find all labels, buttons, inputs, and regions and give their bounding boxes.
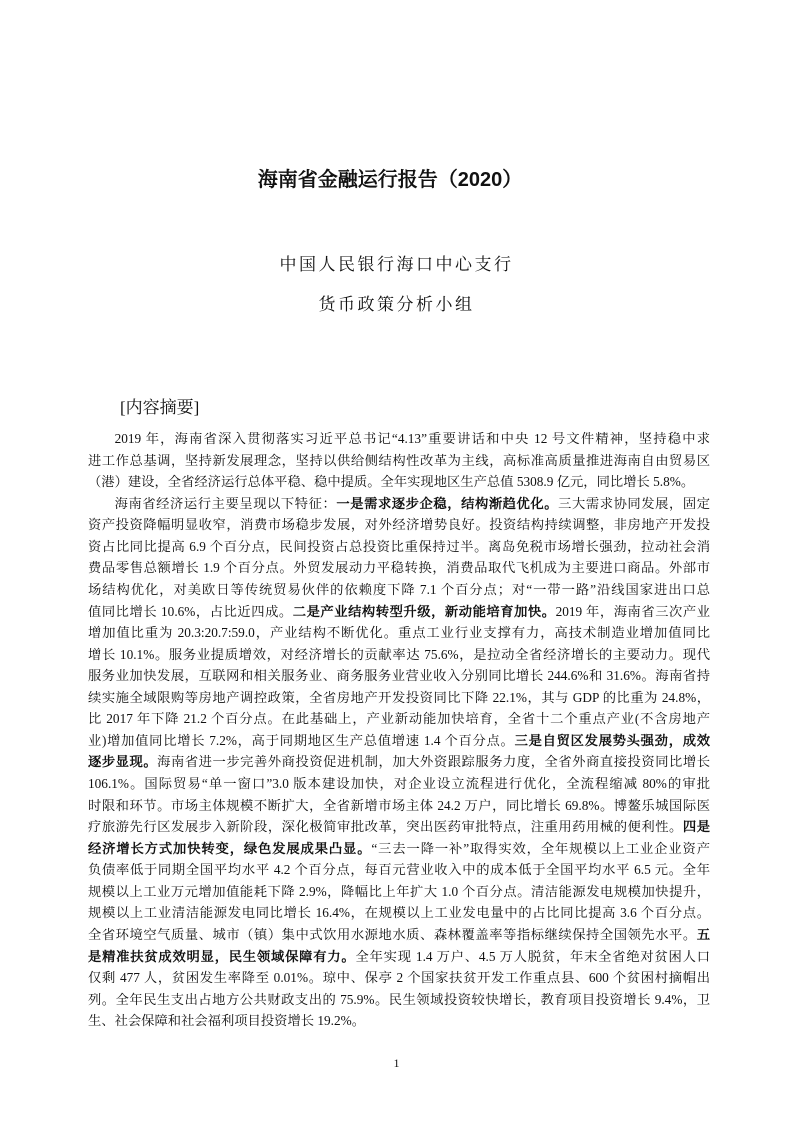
summary-paragraph-overview [88, 428, 710, 493]
body-text: 列。全年民生支出占地方公共财政支出的 75.9%。民生领域投资较快增长，教育项目投资增长 9.4%，卫 [88, 991, 710, 1007]
body-text: 场结构优化，对美欧日等传统贸易伙伴的依赖度下降 7.1 个百分点；对“一带一路”沿线国家进出口总 [88, 581, 710, 597]
body-text: 比 2017 年下降 21.2 个百分点。在此基础上，产业新动能加快培育，全省十二个重点产业(不含房地产 [88, 711, 710, 727]
summary-heading: [内容摘要] [120, 398, 200, 417]
text-line [88, 902, 710, 924]
key-point-text: 三是自贸区发展势头强劲，成效 [514, 732, 711, 748]
body-text: 资占比同比提高 6.9 个百分点，民间投资占总投资比重保持过半。离岛免税市场增长强劲，拉动社会消 [88, 538, 710, 554]
text-line [88, 687, 710, 709]
body-text: 106.1%。国际贸易“单一窗口”3.0 版本建设加快，对企业设立流程进行优化，全流程缩减 80%的审批 [88, 776, 710, 791]
body-text: 资产投资降幅明显收窄，消费市场稳步发展，对外经济增势良好。投资结构持续调整，非房地产开发投 [88, 517, 710, 533]
body-text: 全省环境空气质量、城市（镇）集中式饮用水源地水质、森林覆盖率等指标继续保持全国领先水平。 [88, 926, 697, 942]
body-text: 值同比增长 10.6%，占比近四成。 [88, 603, 293, 619]
body-text: 负债率低于同期全国平均水平 4.2 个百分点，每百元营业收入中的成本低于全国平均水平 6.5 元。全年 [88, 862, 710, 878]
text-line [88, 773, 710, 795]
text-line [88, 514, 710, 536]
issuer-name: 中国人民银行海口中心支行 [279, 255, 514, 274]
text-line [88, 450, 710, 472]
body-text: （港）建设，全省经济运行总体平稳、稳中提质。全年实现地区生产总值 5308.9 亿元，同比增长 5.8%。 [88, 474, 695, 490]
summary-body [88, 428, 710, 1032]
text-line [88, 816, 710, 838]
text-line [88, 428, 710, 450]
key-point-text: 四是 [682, 819, 711, 835]
body-text: 费品零售总额增长 1.9 个百分点。外贸发展动力平稳转换，消费品取代飞机成为主要进口商品。外部市 [88, 560, 710, 576]
body-text: 全年实现 1.4 万户、4.5 万人脱贫，年末全省绝对贫困人口 [355, 948, 711, 964]
body-text: 三大需求协同发展，固定 [558, 495, 711, 511]
key-point-text: 经济增长方式加快转变，绿色发展成果凸显。 [88, 840, 372, 856]
page-number: 1 [393, 1056, 400, 1070]
key-point-text: 一是需求逐步企稳，结构渐趋优化。 [336, 495, 559, 511]
text-line [88, 644, 710, 666]
body-text: 海南省经济运行主要呈现以下特征： [114, 495, 337, 511]
body-text: 疗旅游先行区发展步入新阶段，深化极简审批改革，突出医药审批特点，注重用药用械的便利性。 [88, 819, 683, 835]
text-line [88, 838, 710, 860]
body-text: 规模以上工业万元增加值能耗下降 2.9%，降幅比上年扩大 1.0 个百分点。清洁能源发电规模加快提升， [88, 883, 710, 899]
body-text: 增长 10.1%。服务业提质增效，对经济增长的贡献率达 75.6%，是拉动全省经济增长的主要动力。现代 [88, 646, 710, 662]
text-line [88, 471, 710, 493]
body-text: 2019 年，海南省三次产业 [555, 603, 711, 619]
report-title: 海南省金融运行报告（2020） [257, 169, 523, 191]
author-group: 货币政策分析小组 [318, 295, 475, 314]
body-text: 规模以上工业清洁能源发电同比增长 16.4%，在规模以上工业发电量中的占比同比提高 3.6 个百分点。 [88, 905, 710, 921]
body-text: “三去一降一补”取得实效，全年规模以上工业企业资产 [371, 840, 710, 856]
body-text: 增加值比重为 20.3:20.7:59.0，产业结构不断优化。重点工业行业支撑有力，高技术制造业增加值同比 [88, 625, 710, 641]
key-point-text: 五 [696, 926, 710, 942]
text-line [88, 924, 710, 946]
text-line [88, 751, 710, 773]
text-line [88, 708, 710, 730]
body-text: 服务业加快发展，互联网和相关服务业、商务服务业营业收入分别同比增长 244.6%和 31.6%。海南省持 [88, 668, 710, 684]
body-text: 仅剩 477 人，贫困发生率降至 0.01%。琼中、保亭 2 个国家扶贫开发工作重点县、600 个贫困村摘帽出 [88, 970, 710, 986]
text-line [88, 795, 710, 817]
body-text: 续实施全域限购等房地产调控政策，全省房地产开发投资同比下降 22.1%，其与 GDP 的比重为 24.8%， [88, 689, 710, 705]
text-line [88, 601, 710, 623]
text-line [88, 730, 710, 752]
body-text: 进工作总基调，坚持新发展理念，坚持以供给侧结构性改革为主线，高标准高质量推进海南自由贸易区 [88, 452, 710, 468]
text-line [88, 1010, 710, 1032]
body-text: 2019 年，海南省深入贯彻落实习近平总书记“4.13”重要讲话和中央 12 号文件精神，坚持稳中求 [114, 431, 710, 446]
summary-paragraph-features [88, 493, 710, 1032]
body-text: 业)增加值同比增长 7.2%，高于同期地区生产总值增速 1.4 个百分点。 [88, 732, 515, 748]
body-text: 海南省进一步完善外商投资促进机制，加大外资跟踪服务力度，全省外商直接投资同比增长 [157, 754, 710, 770]
text-line [88, 859, 710, 881]
key-point-text: 二是产业结构转型升级，新动能培育加快。 [292, 603, 556, 619]
text-line [88, 622, 710, 644]
key-point-text: 是精准扶贫成效明显，民生领域保障有力。 [88, 948, 356, 964]
text-line [88, 967, 710, 989]
text-line [88, 989, 710, 1011]
text-line [88, 881, 710, 903]
text-line [88, 557, 710, 579]
text-line [88, 536, 710, 558]
key-point-text: 逐步显现。 [88, 754, 158, 770]
text-line [88, 946, 710, 968]
body-text: 生、社会保障和社会福利项目投资增长 19.2%。 [88, 1013, 366, 1029]
body-text: 时限和环节。市场主体规模不断扩大，全省新增市场主体 24.2 万户，同比增长 69.8%。博鳌乐城国际医 [88, 797, 710, 813]
text-line [88, 665, 710, 687]
text-line [88, 493, 710, 515]
text-line [88, 579, 710, 601]
